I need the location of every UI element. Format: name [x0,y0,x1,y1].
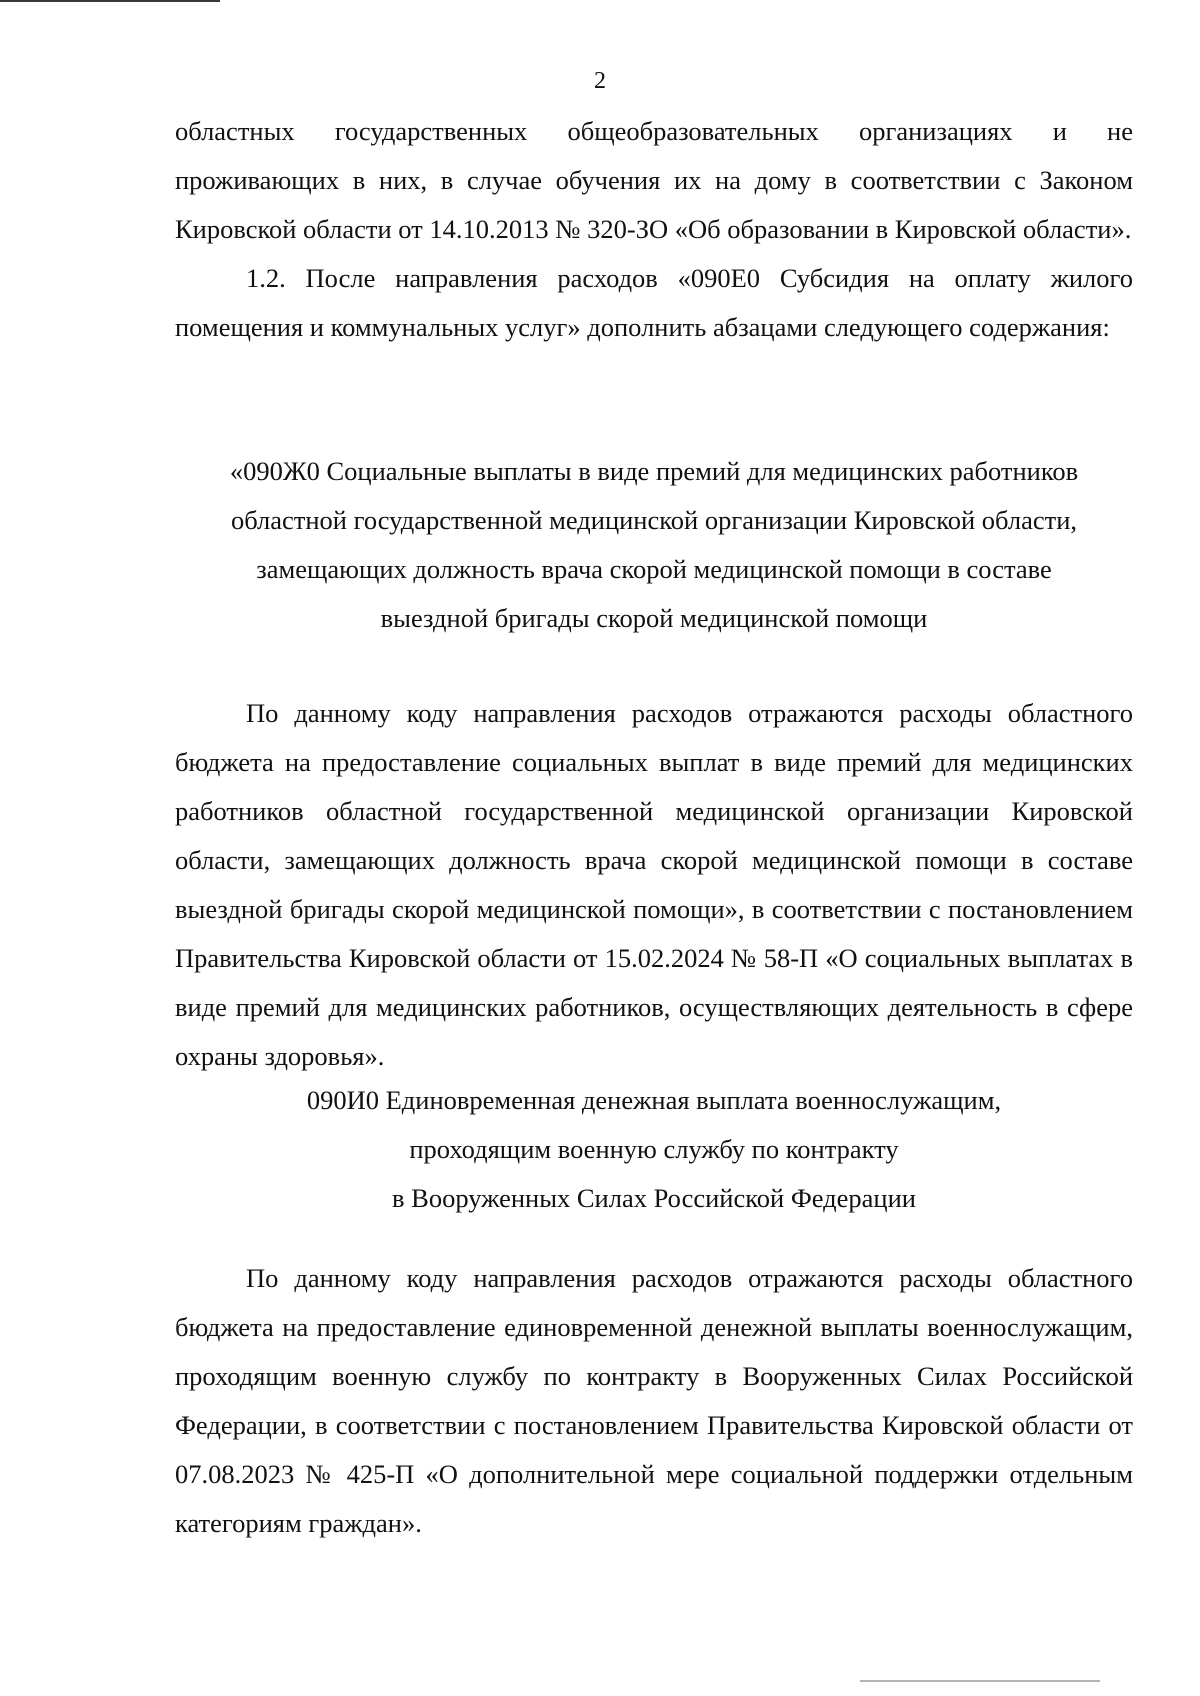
heading-090zh0-line-2: областной государственной медицинской организации Кировской области, [230,505,1078,535]
text-block-090zh0 [175,689,1133,1081]
heading-090zh0-line-1: «090Ж0 Социальные выплаты в виде премий для медицинских работников [229,456,1079,486]
code-heading-090zh0 [175,447,1133,643]
scan-artifact-bottom [860,1680,1100,1682]
heading-090i0-line-3: в Вооруженных Силах Российской Федерации [392,1183,916,1213]
heading-090zh0-line-4: выездной бригады скорой медицинской помощи [380,603,928,633]
heading-090i0-line-1: 090И0 Единовременная денежная выплата военнослужащим, [306,1085,1002,1115]
text-block-090i0 [175,1254,1133,1548]
scan-artifact-top [0,0,220,2]
heading-090i0-line-2: проходящим военную службу по контракту [409,1134,899,1164]
heading-090zh0-line-3: замещающих должность врача скорой медицинской помощи в составе [256,554,1052,584]
paragraph-continuation: областных государственных общеобразовательных организациях и не проживающих в них, в случае обучения их на дому в соответствии с Законом Кировской области от 14.10.2013 № 320-ЗО «Об образовании в Кировской области». [175,116,1133,244]
paragraph-090i0-description: По данному коду направления расходов отражаются расходы областного бюджета на предоставление единовременной денежной выплаты военнослужащим, проходящим военную службу по контракту в Вооруженных Силах Российской Федерации, в соответствии с постановлением Правительства Кировской области от 07.08.2023 № 425-П «О дополнительной мере социальной поддержки отдельным категориям граждан». [175,1263,1133,1538]
text-block-intro [175,107,1133,352]
page-number: 2 [594,68,606,94]
code-heading-090i0 [175,1076,1133,1223]
paragraph-1-2: 1.2. После направления расходов «090Е0 Субсидия на оплату жилого помещения и коммунальных услуг» дополнить абзацами следующего содержания: [175,263,1133,342]
paragraph-090zh0-description: По данному коду направления расходов отражаются расходы областного бюджета на предоставление социальных выплат в виде премий для медицинских работников областной государственной медицинской организации Кировской области, замещающих должность врача скорой медицинской помощи в составе выездной бригады скорой медицинской помощи», в соответствии с постановлением Правительства Кировской области от 15.02.2024 № 58-П «О социальных выплатах в виде премий для медицинских работников, осуществляющих деятельность в сфере охраны здоровья». [175,698,1133,1071]
